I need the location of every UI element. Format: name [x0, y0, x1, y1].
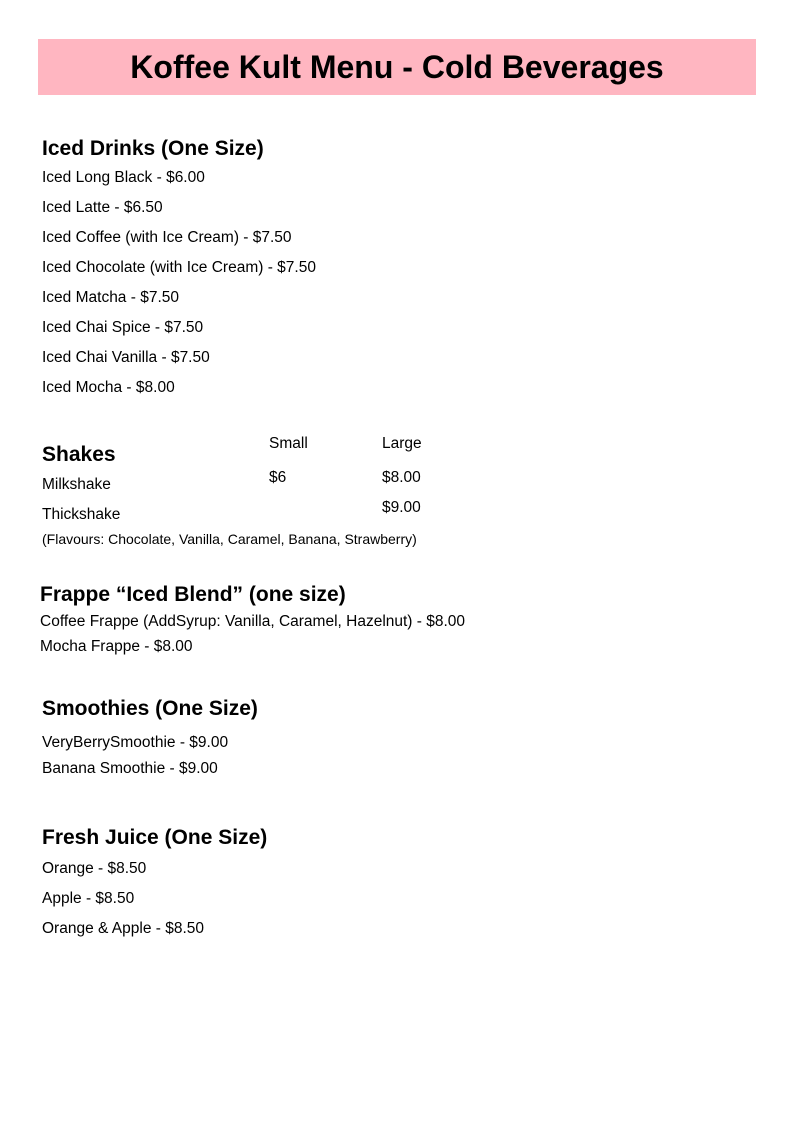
iced-drinks-item: Iced Latte - $6.50 — [42, 199, 163, 216]
thickshake-name: Thickshake — [42, 506, 121, 523]
fresh-juice-item: Orange - $8.50 — [42, 860, 147, 877]
iced-drinks-item: Iced Chai Spice - $7.50 — [42, 319, 204, 336]
milkshake-name: Milkshake — [42, 476, 111, 493]
shakes-col-small: Small — [269, 435, 308, 452]
iced-drinks-item: Iced Chocolate (with Ice Cream) - $7.50 — [42, 259, 316, 276]
thickshake-large-price: $9.00 — [382, 499, 421, 516]
smoothies-item: VeryBerrySmoothie - $9.00 — [42, 734, 229, 751]
fresh-juice-item: Apple - $8.50 — [42, 890, 135, 907]
iced-drinks-heading: Iced Drinks (One Size) — [42, 137, 264, 160]
fresh-juice-item: Orange & Apple - $8.50 — [42, 920, 205, 937]
frappe-item: Coffee Frappe (AddSyrup: Vanilla, Caramel, Hazelnut) - $8.00 — [40, 613, 466, 630]
iced-drinks-item: Iced Coffee (with Ice Cream) - $7.50 — [42, 229, 292, 246]
iced-drinks-item: Iced Chai Vanilla - $7.50 — [42, 349, 210, 366]
iced-drinks-item: Iced Long Black - $6.00 — [42, 169, 205, 186]
smoothies-heading: Smoothies (One Size) — [42, 697, 258, 720]
shakes-flavours-note: (Flavours: Chocolate, Vanilla, Caramel, Banana, Strawberry) — [42, 531, 417, 547]
shakes-col-large: Large — [382, 435, 422, 452]
title-banner — [38, 39, 756, 95]
fresh-juice-heading: Fresh Juice (One Size) — [42, 826, 268, 849]
milkshake-small-price: $6 — [269, 469, 287, 486]
shakes-heading: Shakes — [42, 443, 116, 466]
iced-drinks-item: Iced Matcha - $7.50 — [42, 289, 179, 306]
smoothies-item: Banana Smoothie - $9.00 — [42, 760, 218, 777]
page-title: Koffee Kult Menu - Cold Beverages — [130, 49, 664, 85]
iced-drinks-item: Iced Mocha - $8.00 — [42, 379, 175, 396]
frappe-heading: Frappe “Iced Blend” (one size) — [40, 583, 346, 606]
frappe-item: Mocha Frappe - $8.00 — [40, 638, 193, 655]
milkshake-large-price: $8.00 — [382, 469, 421, 486]
